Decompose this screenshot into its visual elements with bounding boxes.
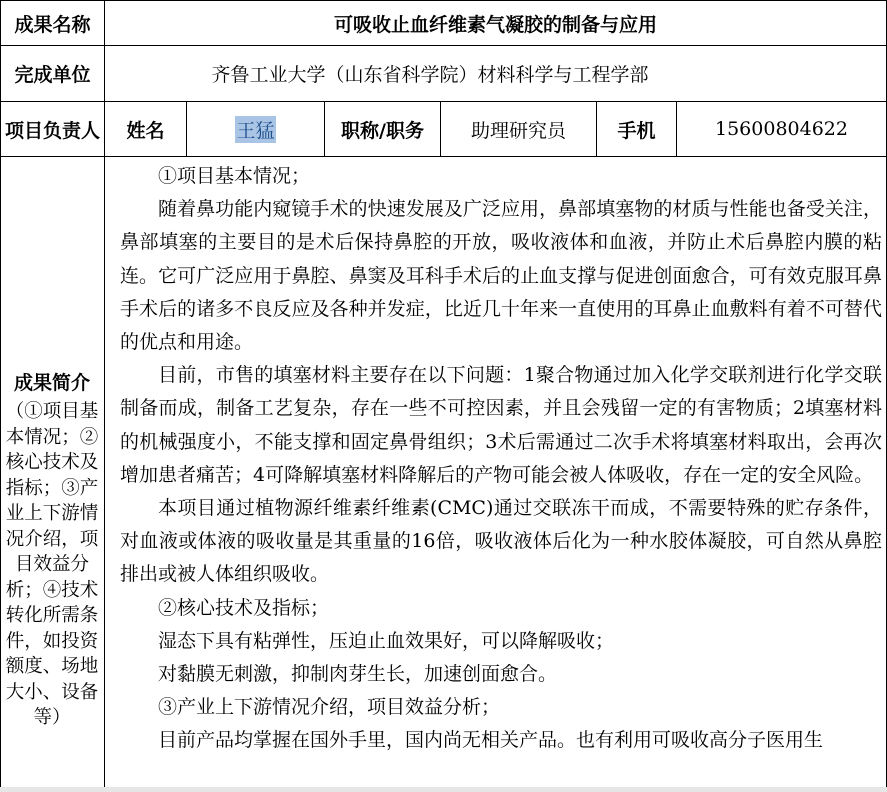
section-heading: ①项目基本情况； <box>158 165 311 187</box>
section-heading: ③产业上下游情况介绍，项目效益分析； <box>158 696 501 719</box>
title-label: 成果名称 <box>14 13 91 36</box>
position-value: 助理研究员 <box>470 119 566 142</box>
paragraph: 对黏膜无刺激，抑制肉芽生长，加速创面愈合。 <box>158 663 558 686</box>
name-value: 王猛 <box>235 116 275 143</box>
paragraph: 本项目通过植物源纤维素纤维素(CMC)通过交联冻干而成，不需要特殊的贮存条件，对血液或体液的吸收量是其重量的16倍，吸收液体后化为一种水胶体凝胶，可自然从鼻腔排出或被人体组织吸收。 <box>120 497 882 586</box>
unit-value: 齐鲁工业大学（山东省科学院）材料科学与工程学部 <box>211 64 649 86</box>
grid-line <box>0 156 887 157</box>
summary-content <box>120 160 882 758</box>
bottom-edge <box>0 787 887 792</box>
position-label: 职称/职务 <box>341 119 424 142</box>
summary-label-cell <box>0 157 104 792</box>
name-value-cell <box>187 102 324 156</box>
section-heading: ②核心技术及指标； <box>158 596 330 619</box>
paragraph: 随着鼻功能内窥镜手术的快速发展及广泛应用，鼻部填塞物的材质与性能也备受关注，鼻部填塞的主要目的是术后保持鼻腔的开放，吸收液体和血液，并防止术后鼻腔内膜的粘连。它可广泛应用于鼻腔、鼻窦及耳科手术后的止血支撑与促进创面愈合，可有效克服耳鼻手术后的诸多不良反应及各种并发症，比近几十年来一直使用的耳鼻止血敷料有着不可替代的优点和用途。 <box>120 198 882 354</box>
phone-label: 手机 <box>617 119 656 142</box>
summary-note: （①项目基本情况；②核心技术及指标；③产业上下游情况介绍，项目效益分析；④技术转化所需条件，如投资额度、场地大小、设备等） <box>5 401 99 729</box>
paragraph: 湿态下具有粘弹性，压迫止血效果好，可以降解吸收； <box>158 629 615 652</box>
summary-label: 成果简介 <box>13 372 90 395</box>
paragraph: 目前，市售的填塞材料主要存在以下问题：1聚合物通过加入化学交联剂进行化学交联制备而成，制备工艺复杂，存在一些不可控因素，并且会残留一定的有害物质；2填塞材料的机械强度小，不能支撑和固定鼻骨组织；3术后需通过二次手术将填塞材料取出，会再次增加患者痛苦；4可降解填塞材料降解后的产物可能会被人体吸收，存在一定的安全风险。 <box>120 364 882 486</box>
name-label: 姓名 <box>126 119 165 142</box>
phone-value: 15600804622 <box>715 118 848 140</box>
paragraph: 目前产品均掌握在国外手里，国内尚无相关产品。也有利用可吸收高分子医用生 <box>158 729 824 752</box>
leader-label: 项目负责人 <box>4 119 100 142</box>
title-value: 可吸收止血纤维素气凝胶的制备与应用 <box>333 13 657 36</box>
unit-label: 完成单位 <box>14 64 91 86</box>
